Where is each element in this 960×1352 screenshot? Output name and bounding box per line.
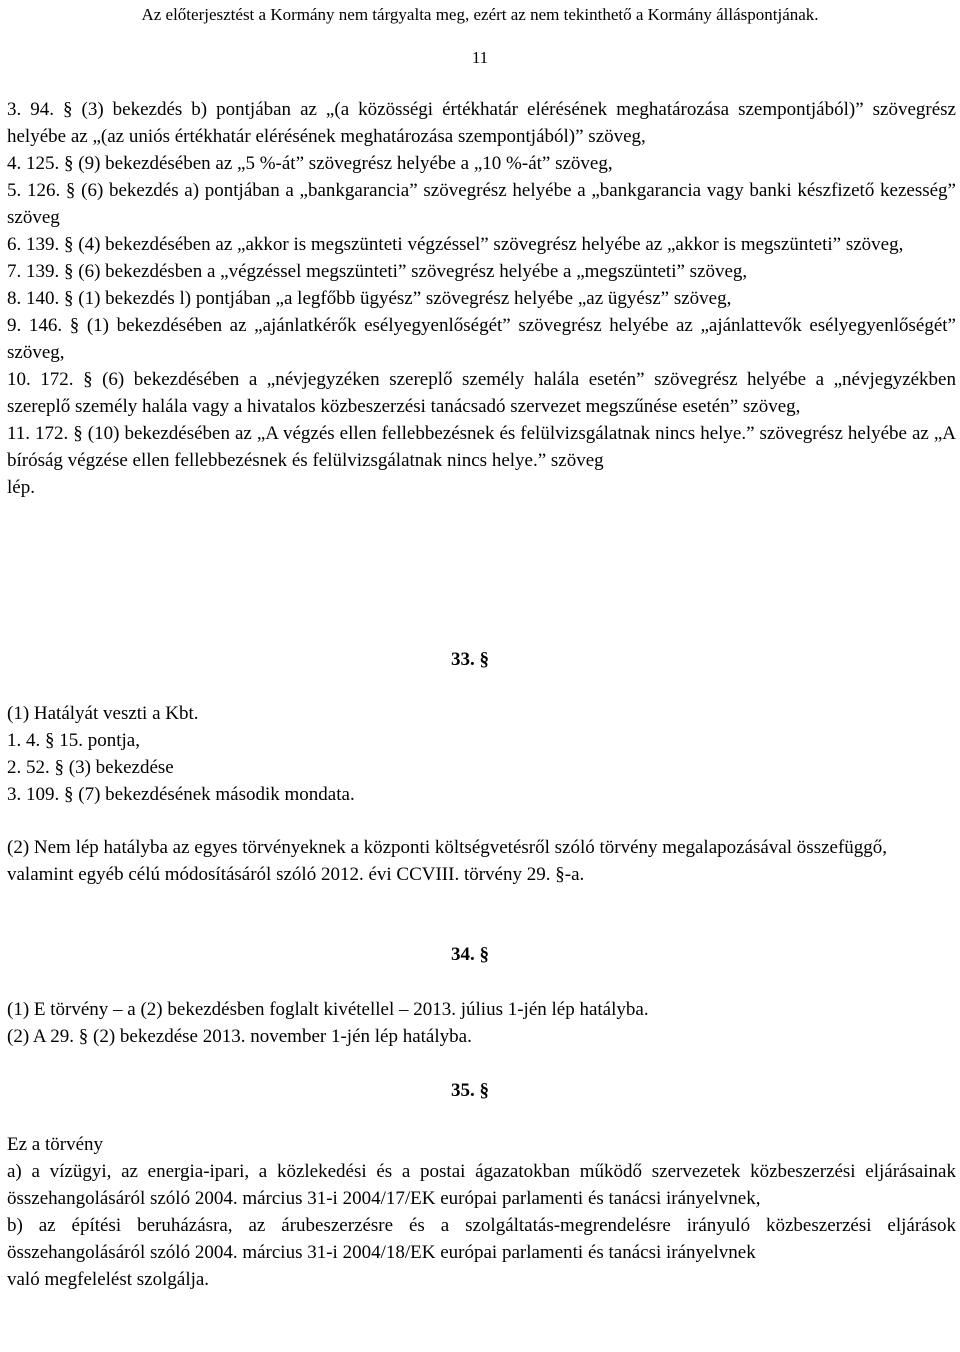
list-item: (2) A 29. § (2) bekezdése 2013. november 1-jén lép hatályba. bbox=[7, 1026, 472, 1047]
list-item: 2. 52. § (3) bekezdése bbox=[7, 757, 174, 778]
section-34-body bbox=[7, 996, 956, 1050]
list-item: 3. 109. § (7) bekezdésének második mondata. bbox=[7, 784, 355, 805]
list-item: (1) E törvény – a (2) bekezdésben foglalt kivétellel – 2013. július 1-jén lép hatályba. bbox=[7, 999, 649, 1020]
amendment-list bbox=[7, 96, 956, 501]
list-item: 8. 140. § (1) bekezdés l) pontjában „a legfőbb ügyész” szövegrész helyébe „az ügyész” szöveg, bbox=[7, 288, 732, 309]
section-33-paragraph-2 bbox=[7, 834, 947, 888]
page-header-notice: Az előterjesztést a Kormány nem tárgyalta meg, ezért az nem tekinthető a Kormány álláspontjának. bbox=[141, 5, 819, 24]
section-35-title: 35. § bbox=[451, 1080, 489, 1101]
section-33-body bbox=[7, 700, 956, 808]
list-item: a) a vízügyi, az energia-ipari, a közlekedési és a postai ágazatokban működő szervezetek közbeszerzési eljárásainak összehangolásáról szóló 2004. március 31-i 2004/17/EK európai parlamenti és tanácsi irányelvnek, bbox=[7, 1161, 956, 1209]
list-item: (1) Hatályát veszti a Kbt. bbox=[7, 703, 199, 724]
list-item: 5. 126. § (6) bekezdés a) pontjában a „bankgarancia” szövegrész helyébe a „bankgarancia vagy banki készfizető kezesség” szöveg bbox=[7, 180, 956, 228]
section-33-title-shown: 33. § bbox=[451, 649, 489, 670]
list-item: 7. 139. § (6) bekezdésben a „végzéssel megszünteti” szövegrész helyébe a „megszünteti” szöveg, bbox=[7, 261, 748, 282]
list-closing: lép. bbox=[7, 477, 35, 498]
paragraph: Ez a törvény bbox=[7, 1134, 104, 1155]
paragraph: (2) Nem lép hatályba az egyes törvényeknek a központi költségvetésről szóló törvény megalapozásával összefüggő, valamint egyéb célú módosításáról szóló 2012. évi CCVIII. törvény 29. §-a. bbox=[7, 837, 888, 885]
list-item: 11. 172. § (10) bekezdésében az „A végzés ellen fellebbezésnek és felülvizsgálatnak nincs helye.” szövegrész helyébe az „A bíróság végzése ellen fellebbezésnek és felülvizsgálatnak nincs helye.” szöveg bbox=[7, 423, 956, 471]
list-item: 10. 172. § (6) bekezdésében a „névjegyzéken szereplő személy halála esetén” szövegrész helyébe a „névjegyzékben szereplő személy halála vagy a hivatalos közbeszerzési tanácsadó szervezet megszűnése esetén” szöveg, bbox=[7, 369, 956, 417]
list-item: 3. 94. § (3) bekezdés b) pontjában az „(a közösségi értékhatár elérésének meghatározása szempontjából)” szövegrész helyébe az „(az uniós értékhatár elérésének meghatározása szempontjából)” szöveg, bbox=[7, 99, 956, 147]
list-item: 4. 125. § (9) bekezdésében az „5 %-át” szövegrész helyébe a „10 %-át” szöveg, bbox=[7, 153, 613, 174]
paragraph: való megfelelést szolgálja. bbox=[7, 1269, 210, 1290]
section-35-body bbox=[7, 1131, 956, 1293]
list-item: 9. 146. § (1) bekezdésében az „ajánlatkérők esélyegyenlőségét” szövegrész helyébe az „ajánlattevők esélyegyenlőségét” szöveg, bbox=[7, 315, 956, 363]
list-item: b) az építési beruházásra, az árubeszerzésre és a szolgáltatás-megrendelésre irányuló közbeszerzési eljárások összehangolásáról szóló 2004. március 31-i 2004/18/EK európai parlamenti és tanácsi irányelvnek bbox=[7, 1215, 956, 1263]
list-item: 1. 4. § 15. pontja, bbox=[7, 730, 140, 751]
page-number: 11 bbox=[471, 48, 489, 67]
section-34-title: 34. § bbox=[451, 944, 489, 965]
list-item: 6. 139. § (4) bekezdésében az „akkor is megszünteti végzéssel” szövegrész helyébe az „akkor is megszünteti” szöveg, bbox=[7, 234, 904, 255]
